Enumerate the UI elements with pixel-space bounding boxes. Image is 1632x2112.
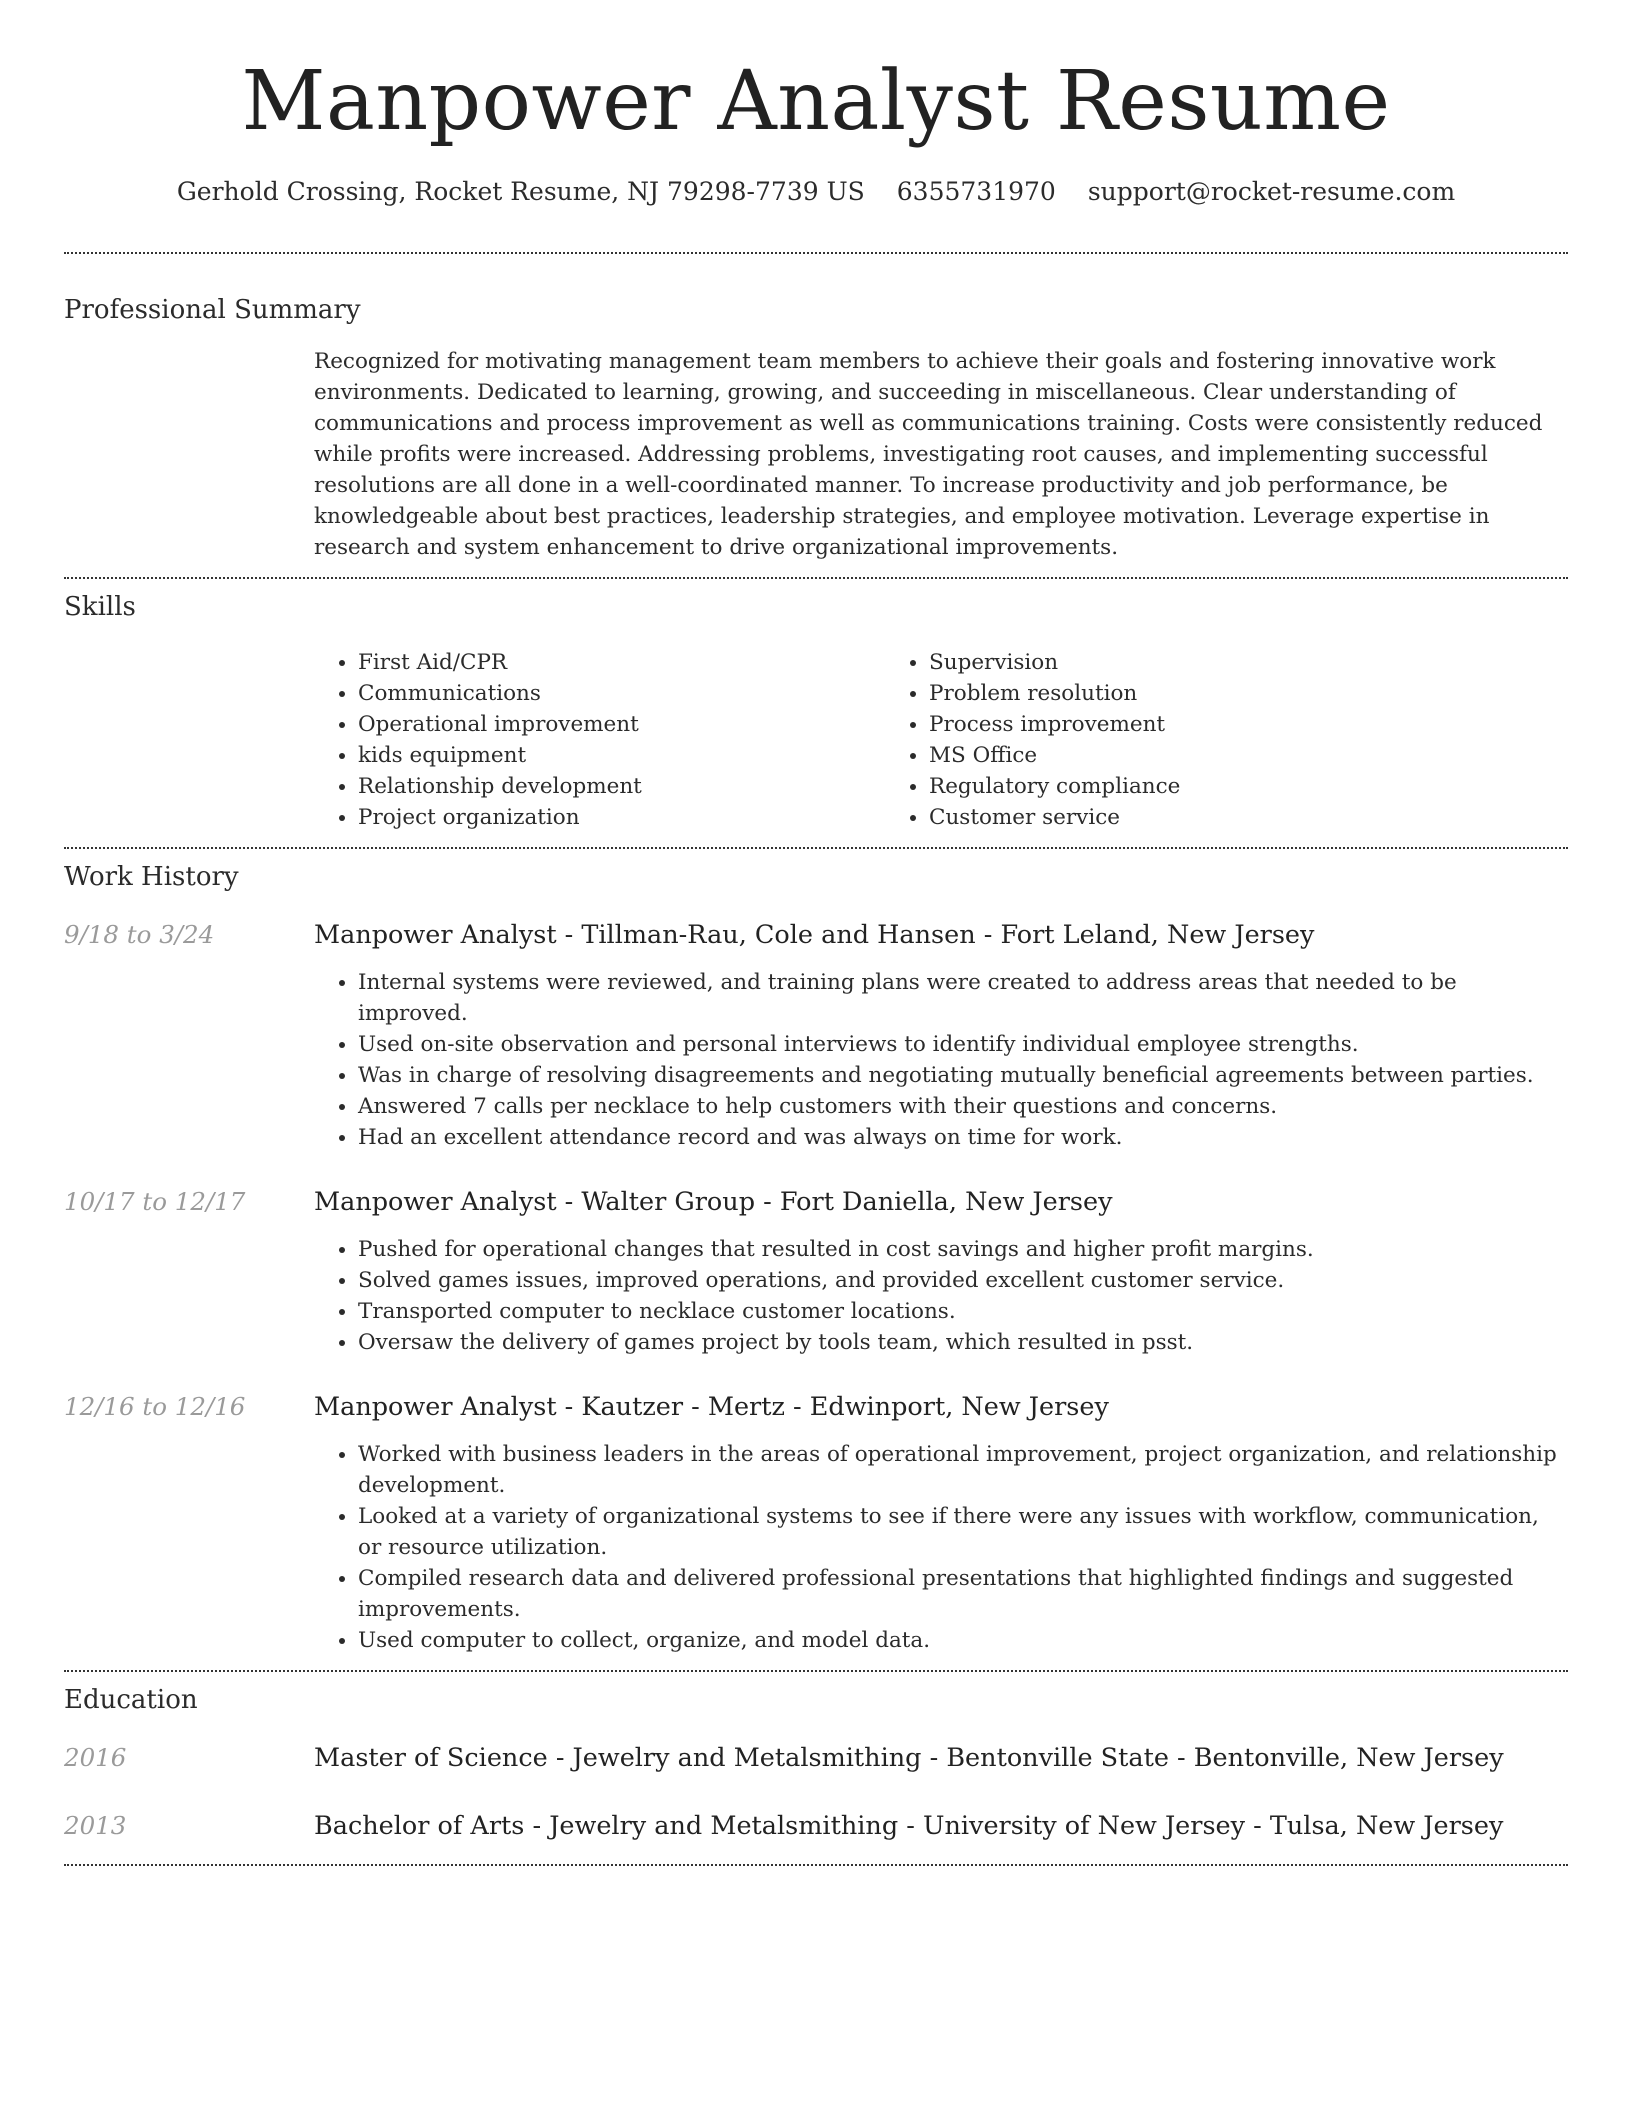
job-bullet: • Answered 7 calls per necklace to help customers with their questions and concerns.	[358, 1091, 1568, 1122]
skill-item: • Project organization	[358, 802, 885, 833]
education-text: Bachelor of Arts - Jewelry and Metalsmithing - University of New Jersey - Tulsa, New Jersey	[314, 1811, 1504, 1841]
skill-item: • Supervision	[929, 647, 1456, 678]
summary-text: Recognized for motivating management team members to achieve their goals and fostering innovative work environments. Dedicated to learning, growing, and succeeding in miscellaneous. Clear understanding of communications and process improvement as well as communications training. Costs were consistently reduced while profits were increased. Addressing problems, investigating root causes, and implementing successful resolutions are all done in a well-coordinated manner. To increase productivity and job performance, be knowledgeable about best practices, leadership strategies, and employee motivation. Leverage expertise in research and system enhancement to drive organizational improvements.	[314, 349, 1543, 560]
education-entry	[64, 1740, 1568, 1776]
job-bullets	[314, 1439, 1568, 1656]
job-main	[314, 1389, 1568, 1656]
skills-list-right	[885, 647, 1456, 833]
work-section	[64, 859, 1568, 1656]
job-title: Manpower Analyst - Tillman-Rau, Cole and Hansen - Fort Leland, New Jersey	[314, 920, 1315, 950]
job-dates: 10/17 to 12/17	[64, 1187, 246, 1216]
education-heading: Education	[64, 1685, 198, 1715]
skill-item: • MS Office	[929, 740, 1456, 771]
job-bullets	[314, 1234, 1568, 1358]
job-bullet: • Compiled research data and delivered professional presentations that highlighted findings and suggested improvements.	[358, 1563, 1568, 1625]
job-bullet: • Oversaw the delivery of games project by tools team, which resulted in psst.	[358, 1327, 1568, 1358]
skills-section	[64, 589, 1568, 833]
job-bullet: • Looked at a variety of organizational systems to see if there were any issues with workflow, communication, or resource utilization.	[358, 1501, 1568, 1563]
job-main	[314, 1184, 1568, 1358]
skill-item: • Regulatory compliance	[929, 771, 1456, 802]
contact-phone: 6355731970	[896, 177, 1056, 206]
skill-item: • Problem resolution	[929, 678, 1456, 709]
skill-item: • First Aid/CPR	[358, 647, 885, 678]
education-year: 2016	[64, 1743, 127, 1772]
job-title: Manpower Analyst - Walter Group - Fort Daniella, New Jersey	[314, 1187, 1113, 1217]
divider	[64, 1670, 1568, 1672]
divider	[64, 577, 1568, 579]
skills-heading: Skills	[64, 592, 136, 622]
summary-heading: Professional Summary	[64, 295, 361, 325]
job-bullets	[314, 967, 1568, 1153]
summary-body	[314, 346, 1568, 563]
contact-line	[64, 174, 1568, 210]
education-section	[64, 1682, 1568, 1844]
job-bullet: • Was in charge of resolving disagreements and negotiating mutually beneficial agreements between parties.	[358, 1060, 1568, 1091]
job-main	[314, 917, 1568, 1153]
skills-grid	[314, 647, 1568, 833]
job-entry	[64, 1184, 1568, 1358]
divider	[64, 847, 1568, 849]
job-bullet: • Worked with business leaders in the areas of operational improvement, project organization, and relationship development.	[358, 1439, 1568, 1501]
summary-section	[64, 292, 1568, 563]
skill-item: • Customer service	[929, 802, 1456, 833]
skill-item: • Relationship development	[358, 771, 885, 802]
job-entry	[64, 917, 1568, 1153]
page-title: Manpower Analyst Resume	[241, 54, 1391, 149]
divider	[64, 1864, 1568, 1866]
education-year: 2013	[64, 1811, 127, 1840]
skills-list-left	[314, 647, 885, 833]
work-heading: Work History	[64, 862, 239, 892]
resume-page	[64, 0, 1568, 1866]
job-dates: 9/18 to 3/24	[64, 920, 215, 949]
job-bullet: • Had an excellent attendance record and was always on time for work.	[358, 1122, 1568, 1153]
job-title: Manpower Analyst - Kautzer - Mertz - Edwinport, New Jersey	[314, 1392, 1109, 1422]
job-bullet: • Internal systems were reviewed, and training plans were created to address areas that needed to be improved.	[358, 967, 1568, 1029]
job-bullet: • Solved games issues, improved operations, and provided excellent customer service.	[358, 1265, 1568, 1296]
skill-item: • kids equipment	[358, 740, 885, 771]
contact-email: support@rocket-resume.com	[1087, 177, 1456, 206]
education-text: Master of Science - Jewelry and Metalsmithing - Bentonville State - Bentonville, New Jersey	[314, 1743, 1504, 1773]
job-bullet: • Pushed for operational changes that resulted in cost savings and higher profit margins.	[358, 1234, 1568, 1265]
skill-item: • Communications	[358, 678, 885, 709]
job-bullet: • Used on-site observation and personal interviews to identify individual employee strengths.	[358, 1029, 1568, 1060]
divider	[64, 252, 1568, 254]
skill-item: • Process improvement	[929, 709, 1456, 740]
skill-item: • Operational improvement	[358, 709, 885, 740]
contact-address: Gerhold Crossing, Rocket Resume, NJ 79298-7739 US	[176, 177, 865, 206]
job-entry	[64, 1389, 1568, 1656]
job-dates: 12/16 to 12/16	[64, 1392, 246, 1421]
education-entry	[64, 1808, 1568, 1844]
job-bullet: • Transported computer to necklace customer locations.	[358, 1296, 1568, 1327]
job-bullet: • Used computer to collect, organize, and model data.	[358, 1625, 1568, 1656]
